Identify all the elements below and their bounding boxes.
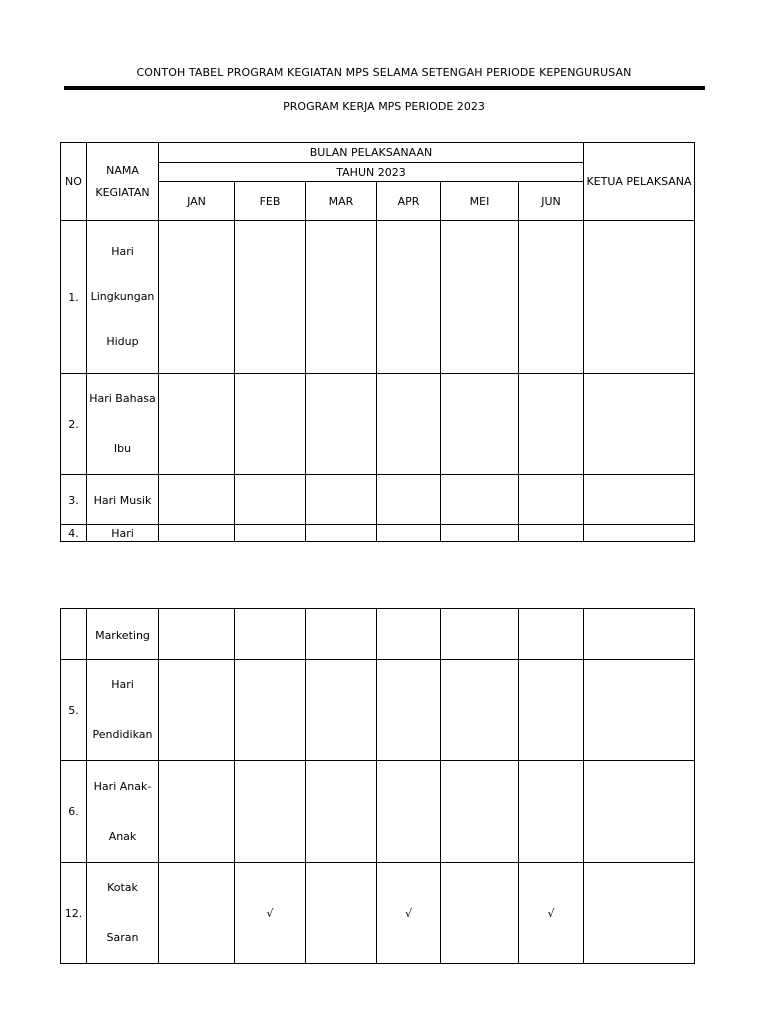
activity-name-line: Lingkungan bbox=[90, 290, 155, 303]
activity-name bbox=[87, 609, 159, 660]
row-number: 6. bbox=[61, 761, 87, 863]
activity-name bbox=[87, 863, 159, 964]
activity-name bbox=[87, 525, 159, 542]
document-subtitle: PROGRAM KERJA MPS PERIODE 2023 bbox=[283, 100, 485, 113]
checkmark-jun: √ bbox=[519, 863, 584, 964]
activity-name-line: Ibu bbox=[113, 442, 132, 455]
month-cell bbox=[235, 475, 306, 525]
checkmark-apr: √ bbox=[377, 863, 441, 964]
document-title: CONTOH TABEL PROGRAM KEGIATAN MPS SELAMA SETENGAH PERIODE KEPENGURUSAN bbox=[136, 66, 632, 79]
header-month-jan: JAN bbox=[159, 182, 235, 221]
month-cell bbox=[441, 475, 519, 525]
month-cell bbox=[519, 761, 584, 863]
row-number bbox=[61, 609, 87, 660]
activity-name-line: Saran bbox=[106, 931, 139, 944]
month-cell bbox=[159, 374, 235, 475]
month-cell bbox=[235, 374, 306, 475]
header-tahun: TAHUN 2023 bbox=[159, 163, 584, 182]
ketua-cell bbox=[584, 863, 695, 964]
month-cell bbox=[235, 761, 306, 863]
month-cell bbox=[441, 374, 519, 475]
checkmark-feb: √ bbox=[235, 863, 306, 964]
program-table-part-2 bbox=[60, 608, 695, 964]
row-number: 3. bbox=[61, 475, 87, 525]
month-cell bbox=[441, 761, 519, 863]
month-cell bbox=[159, 761, 235, 863]
activity-name-line: Hari bbox=[111, 245, 134, 258]
month-cell bbox=[519, 525, 584, 542]
header-no: NO bbox=[61, 143, 87, 221]
month-cell bbox=[159, 863, 235, 964]
activity-name-line: Hari Musik bbox=[93, 494, 152, 507]
month-cell bbox=[306, 609, 377, 660]
activity-name-line: Hari Bahasa bbox=[89, 392, 156, 405]
row-number: 4. bbox=[61, 525, 87, 542]
month-cell bbox=[377, 609, 441, 660]
header-month-apr: APR bbox=[377, 182, 441, 221]
month-cell bbox=[519, 609, 584, 660]
table-row bbox=[61, 221, 695, 374]
month-cell bbox=[235, 609, 306, 660]
activity-name-line: Anak bbox=[108, 829, 137, 843]
header-ketua-pelaksana: KETUA PELAKSANA bbox=[584, 143, 695, 221]
month-cell bbox=[377, 221, 441, 374]
table-row bbox=[61, 863, 695, 964]
activity-name bbox=[87, 660, 159, 761]
ketua-cell bbox=[584, 221, 695, 374]
title-divider bbox=[64, 86, 705, 90]
month-cell bbox=[159, 475, 235, 525]
month-cell bbox=[377, 761, 441, 863]
month-cell bbox=[441, 660, 519, 761]
header-nama-line1: NAMA bbox=[106, 163, 139, 177]
month-cell bbox=[519, 475, 584, 525]
program-table-part-1 bbox=[60, 142, 695, 542]
activity-name bbox=[87, 475, 159, 525]
activity-name bbox=[87, 761, 159, 863]
header-month-mei: MEI bbox=[441, 182, 519, 221]
month-cell bbox=[306, 525, 377, 542]
header-nama-line2: KEGIATAN bbox=[95, 185, 150, 199]
month-cell bbox=[519, 660, 584, 761]
activity-name-line: Kotak bbox=[107, 881, 138, 894]
month-cell bbox=[441, 525, 519, 542]
header-month-mar: MAR bbox=[306, 182, 377, 221]
month-cell bbox=[306, 221, 377, 374]
activity-name bbox=[87, 221, 159, 374]
month-cell bbox=[235, 660, 306, 761]
row-number: 12. bbox=[61, 863, 87, 964]
ketua-cell bbox=[584, 660, 695, 761]
ketua-cell bbox=[584, 609, 695, 660]
month-cell bbox=[306, 374, 377, 475]
activity-name-line: Hari Anak- bbox=[93, 779, 152, 793]
month-cell bbox=[159, 525, 235, 542]
table-row bbox=[61, 525, 695, 542]
table-row bbox=[61, 761, 695, 863]
row-number: 5. bbox=[61, 660, 87, 761]
month-cell bbox=[306, 660, 377, 761]
activity-name-line: Pendidikan bbox=[92, 728, 153, 741]
activity-name-line: Hari bbox=[111, 678, 134, 691]
table-row bbox=[61, 374, 695, 475]
month-cell bbox=[377, 525, 441, 542]
month-cell bbox=[441, 221, 519, 374]
table-row bbox=[61, 475, 695, 525]
month-cell bbox=[159, 660, 235, 761]
month-cell bbox=[159, 609, 235, 660]
ketua-cell bbox=[584, 374, 695, 475]
activity-name bbox=[87, 374, 159, 475]
header-month-feb: FEB bbox=[235, 182, 306, 221]
month-cell bbox=[306, 863, 377, 964]
month-cell bbox=[441, 609, 519, 660]
header-month-jun: JUN bbox=[519, 182, 584, 221]
month-cell bbox=[235, 525, 306, 542]
month-cell bbox=[306, 475, 377, 525]
header-nama-kegiatan bbox=[87, 143, 159, 221]
ketua-cell bbox=[584, 761, 695, 863]
month-cell bbox=[377, 660, 441, 761]
month-cell bbox=[519, 374, 584, 475]
row-number: 1. bbox=[61, 221, 87, 374]
table-row bbox=[61, 660, 695, 761]
ketua-cell bbox=[584, 475, 695, 525]
ketua-cell bbox=[584, 525, 695, 542]
month-cell bbox=[377, 374, 441, 475]
month-cell bbox=[441, 863, 519, 964]
activity-name-line: Hidup bbox=[106, 335, 139, 348]
month-cell bbox=[306, 761, 377, 863]
header-bulan-pelaksanaan: BULAN PELAKSANAAN bbox=[159, 143, 584, 163]
month-cell bbox=[377, 475, 441, 525]
activity-name-line: Hari bbox=[111, 526, 134, 540]
month-cell bbox=[235, 221, 306, 374]
activity-name-line: Marketing bbox=[95, 628, 150, 642]
row-number: 2. bbox=[61, 374, 87, 475]
month-cell bbox=[519, 221, 584, 374]
table-row bbox=[61, 609, 695, 660]
month-cell bbox=[159, 221, 235, 374]
